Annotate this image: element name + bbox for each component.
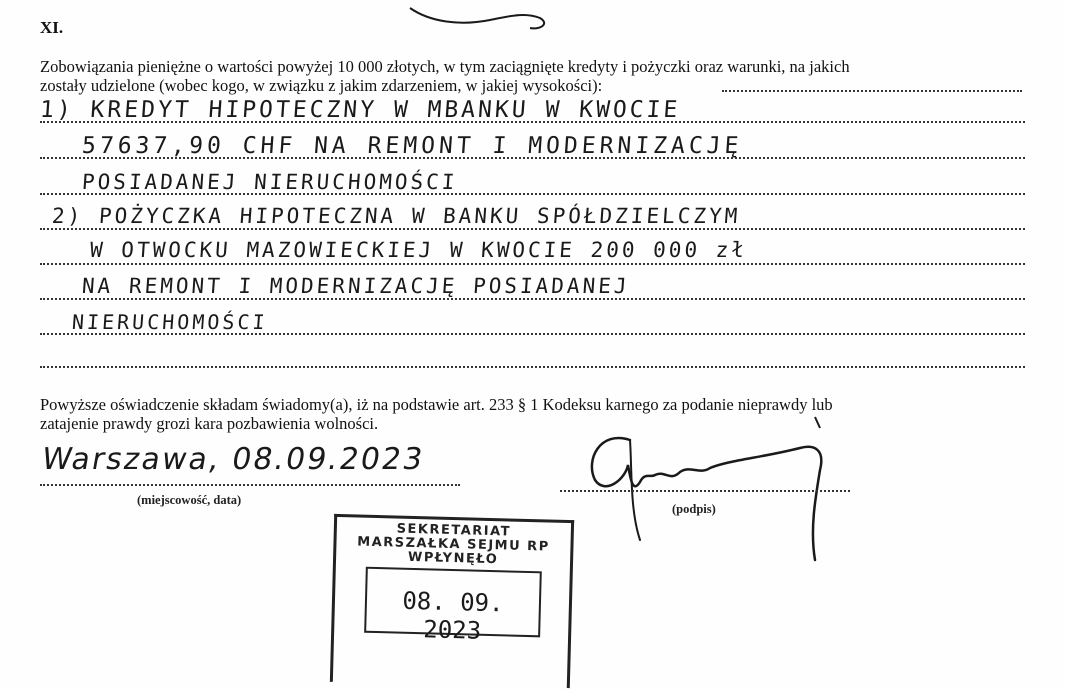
place-date-dotted-line xyxy=(40,484,460,486)
signature-caption: (podpis) xyxy=(672,502,716,516)
stamp-line-1: SEKRETARIAT xyxy=(396,521,512,540)
handwritten-line-5: W OTWOCKU MAZOWIECKIEJ W KWOCIE 200 000 zł xyxy=(89,238,748,262)
intro-line-2: zostały udzielone (wobec kogo, w związku z jakim zdarzeniem, w jakiej wysokości): xyxy=(40,76,603,95)
handwritten-line-6: NA REMONT I MODERNIZACJĘ POSIADANEJ xyxy=(81,274,631,298)
place-date-handwritten: Warszawa, 08.09.2023 xyxy=(38,442,428,477)
signature-dotted-line xyxy=(560,490,850,492)
dotted-line xyxy=(40,298,1025,300)
stamp-date: 08. 09. 2023 xyxy=(402,586,504,645)
handwritten-line-3: POSIADANEJ NIERUCHOMOŚCI xyxy=(81,170,459,194)
intro-line-1: Zobowiązania pieniężne o wartości powyżej 10 000 złotych, w tym zaciągnięte kredyty i pożyczki oraz warunki, na jakich xyxy=(40,57,850,76)
place-date-caption: (miejscowość, data) xyxy=(137,493,242,507)
declaration-line-2: zatajenie prawdy grozi kara pozbawienia wolności. xyxy=(40,414,379,433)
signature xyxy=(570,420,850,580)
declaration-line-1: Powyższe oświadczenie składam świadomy(a), iż na podstawie art. 233 § 1 Kodeksu karnego za podanie nieprawdy lub xyxy=(40,395,833,414)
section-title: XI. xyxy=(40,18,64,37)
signature-fragment-top xyxy=(400,0,560,34)
handwritten-line-4: 2) POŻYCZKA HIPOTECZNA W BANKU SPÓŁDZIELCZYM xyxy=(51,204,742,228)
dotted-line xyxy=(40,263,1025,265)
stamp-line-2: MARSZAŁKA SEJMU RP xyxy=(357,534,550,555)
dotted-line xyxy=(722,90,1022,92)
declaration-paragraph xyxy=(40,395,1040,433)
stamp-date-box xyxy=(364,567,542,645)
handwritten-line-2: 57637,90 CHF NA REMONT I MODERNIZACJĘ xyxy=(81,133,744,159)
handwritten-line-1: 1) KREDYT HIPOTECZNY W MBANKU W KWOCIE xyxy=(39,97,682,123)
dotted-line xyxy=(40,366,1025,368)
dotted-line xyxy=(40,228,1025,230)
handwritten-line-7: NIERUCHOMOŚCI xyxy=(71,310,269,334)
stamp-line-3: WPŁYNĘŁO xyxy=(407,549,499,568)
received-stamp xyxy=(330,514,574,688)
